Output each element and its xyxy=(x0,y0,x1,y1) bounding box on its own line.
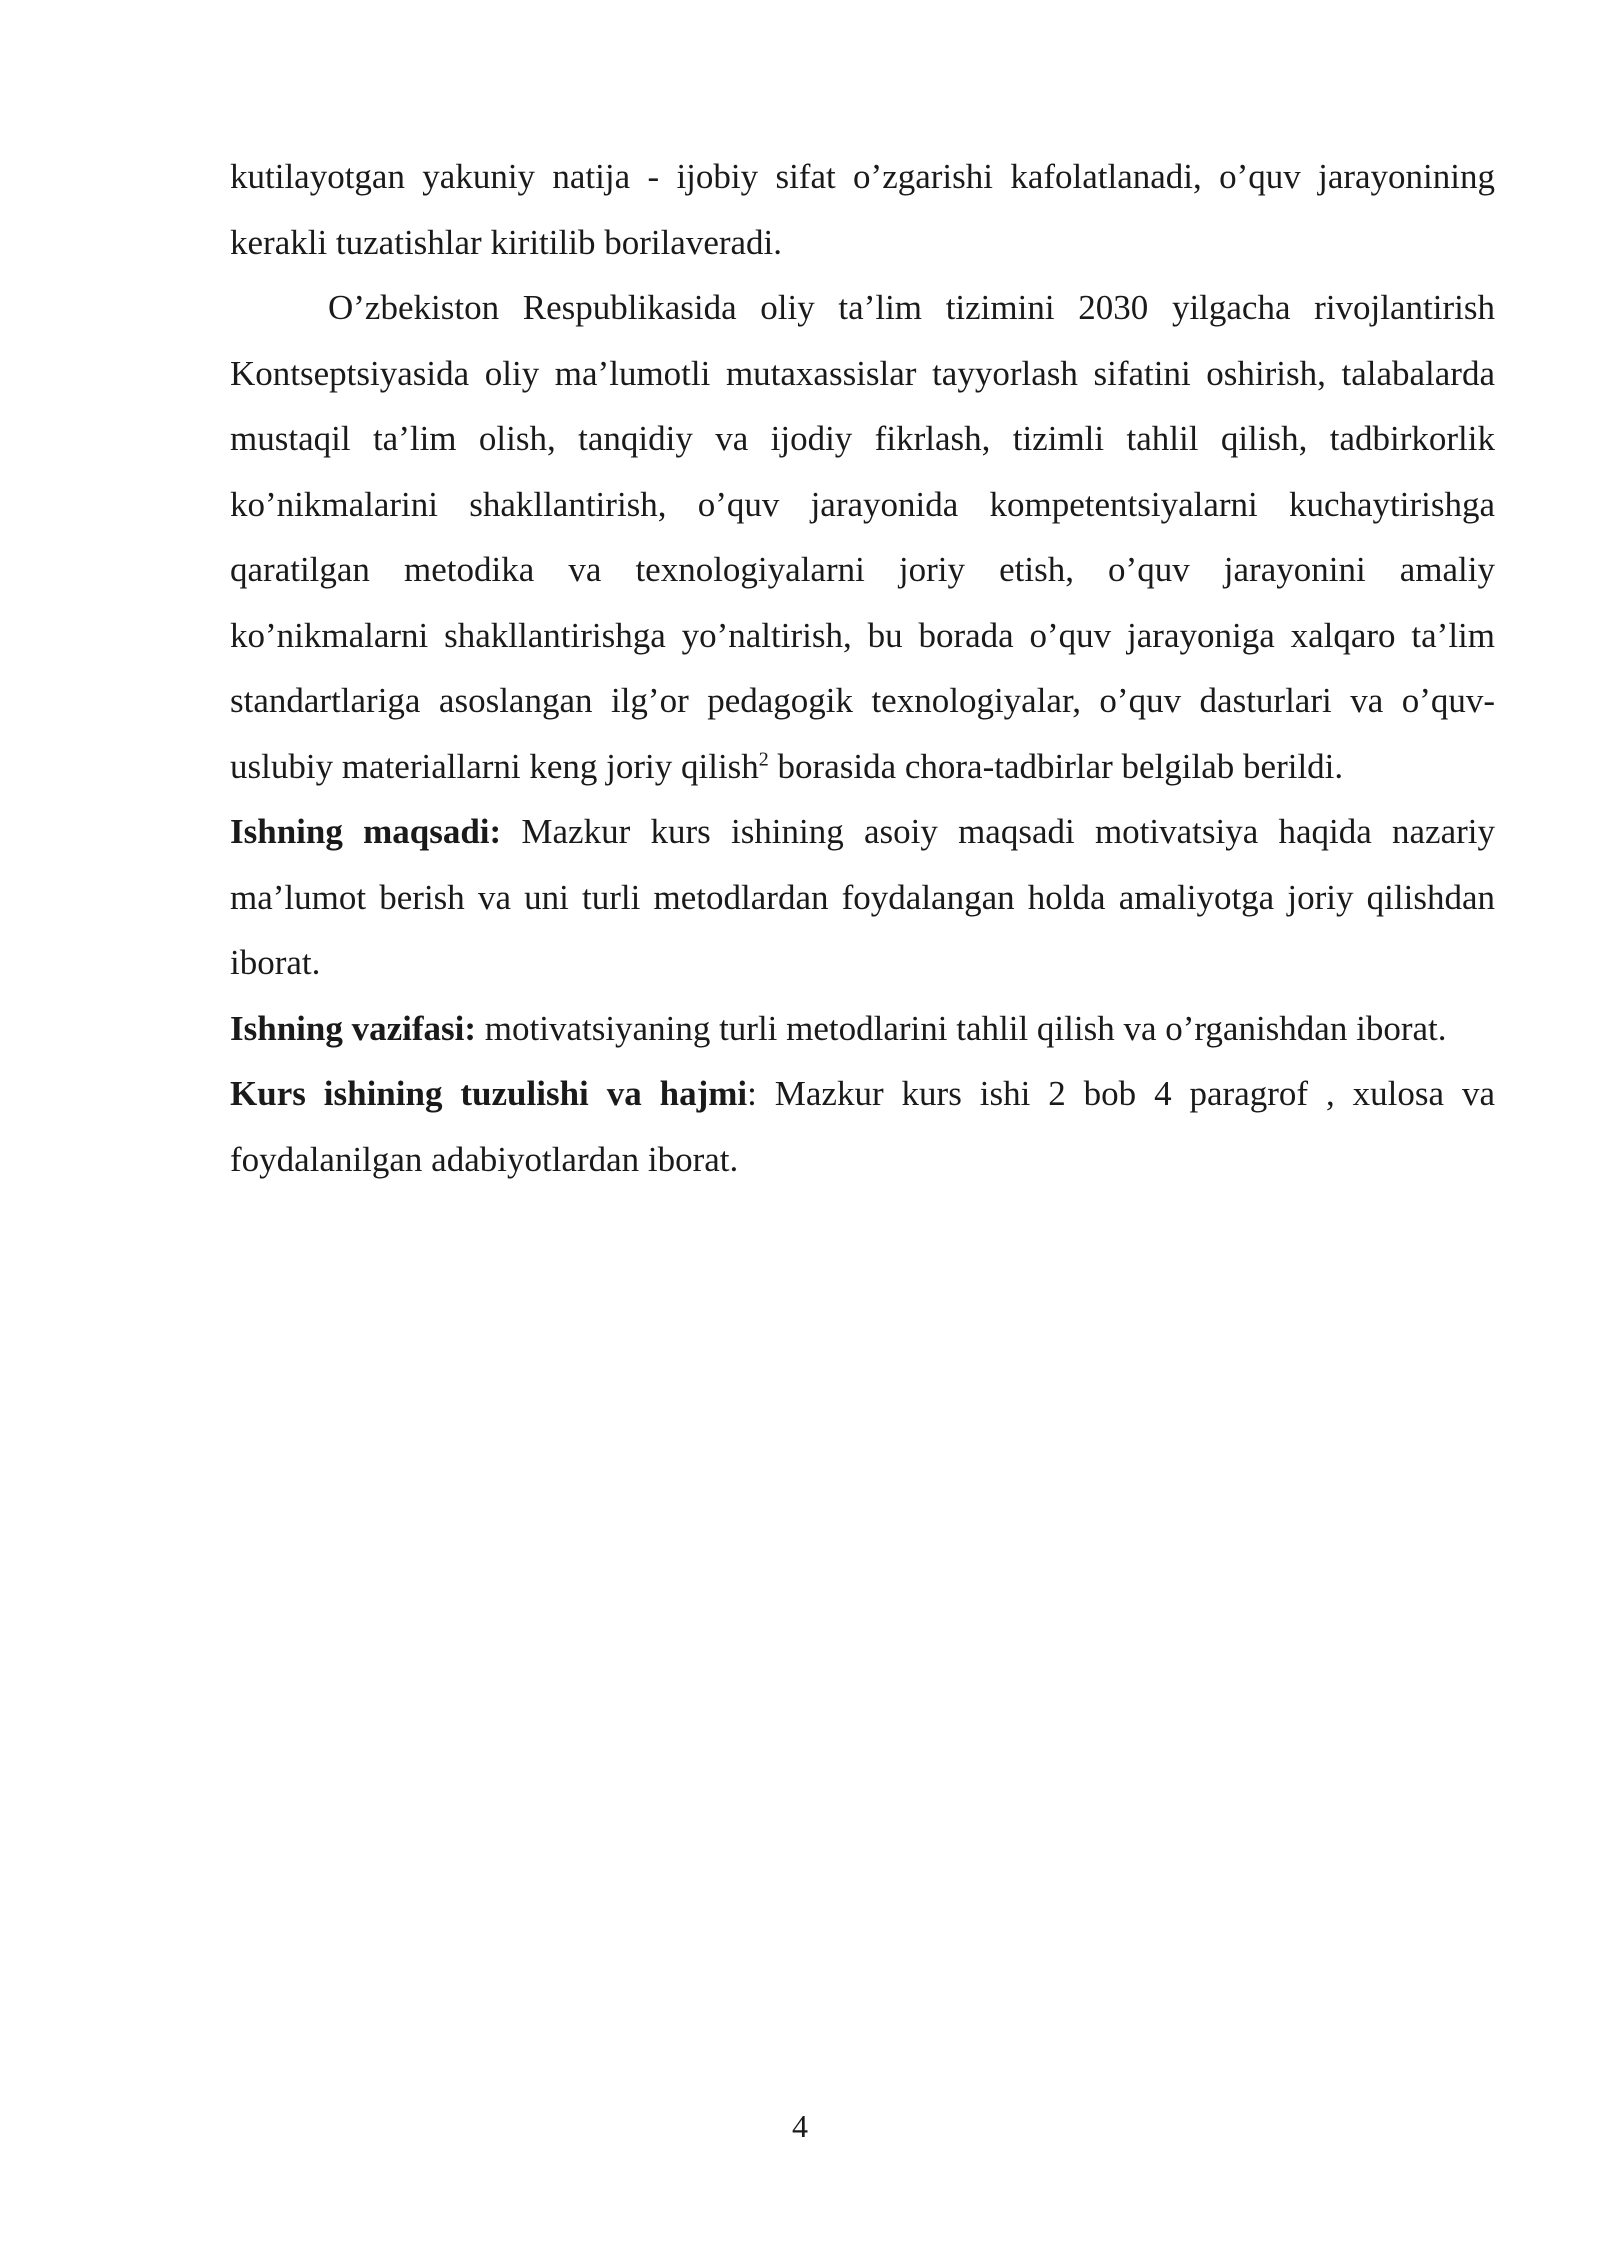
goal-text: Mazkur kurs ishining asoiy maqsadi motivatsiya haqida nazariy ma’lumot berish va uni turli metodlardan foydalangan holda amaliyotga joriy qilishdan iborat. xyxy=(230,812,1495,982)
task-text: motivatsiyaning turli metodlarini tahlil qilish va o’rganishdan iborat. xyxy=(476,1008,1447,1048)
paragraph-concept-tail: borasida chora-tadbirlar belgilab berildi. xyxy=(768,746,1344,786)
footnote-reference: 2 xyxy=(758,747,769,770)
paragraph-goal xyxy=(230,799,1495,996)
task-label: Ishning vazifasi: xyxy=(230,1008,477,1048)
paragraph-concept xyxy=(230,275,1495,799)
structure-label: Kurs ishining tuzulishi va hajmi xyxy=(230,1074,748,1113)
paragraph-continuation xyxy=(230,144,1495,275)
goal-label: Ishning maqsadi: xyxy=(230,812,502,851)
structure-text: : Mazkur kurs ishi 2 bob 4 paragrof , xulosa va foydalanilgan adabiyotlardan iborat. xyxy=(230,1074,1495,1179)
paragraph-concept-text: O’zbekiston Respublikasida oliy ta’lim tizimini 2030 yilgacha rivojlantirish Kontseptsiyasida oliy ma’lumotli mutaxassislar tayyorlash sifatini oshirish, talabalarda mustaqil ta’lim olish, tanqidiy va ijodiy fikrlash, tizimli tahlil qilish, tadbirkorlik ko’nikmalarini shakllantirish, o’quv jarayonida kompetentsiyalarni kuchaytirishga qaratilgan metodika va texnologiyalarni joriy etish, o’quv jarayonini amaliy ko’nikmalarni shakllantirishga yo’naltirish, bu borada o’quv jarayoniga xalqaro ta’lim standartlariga asoslangan ilg’or pedagogik texnologiyalar, o’quv dasturlari va o’quv-uslubiy materiallarni keng joriy qilish xyxy=(230,288,1495,786)
body-text xyxy=(230,144,1495,1192)
paragraph-task xyxy=(230,996,1495,1062)
paragraph-structure xyxy=(230,1061,1495,1192)
page-number: 4 xyxy=(792,2108,808,2144)
paragraph-continuation-text: kutilayotgan yakuniy natija - ijobiy sifat o’zgarishi kafolatlanadi, o’quv jarayonining kerakli tuzatishlar kiritilib borilaveradi. xyxy=(230,157,1495,262)
